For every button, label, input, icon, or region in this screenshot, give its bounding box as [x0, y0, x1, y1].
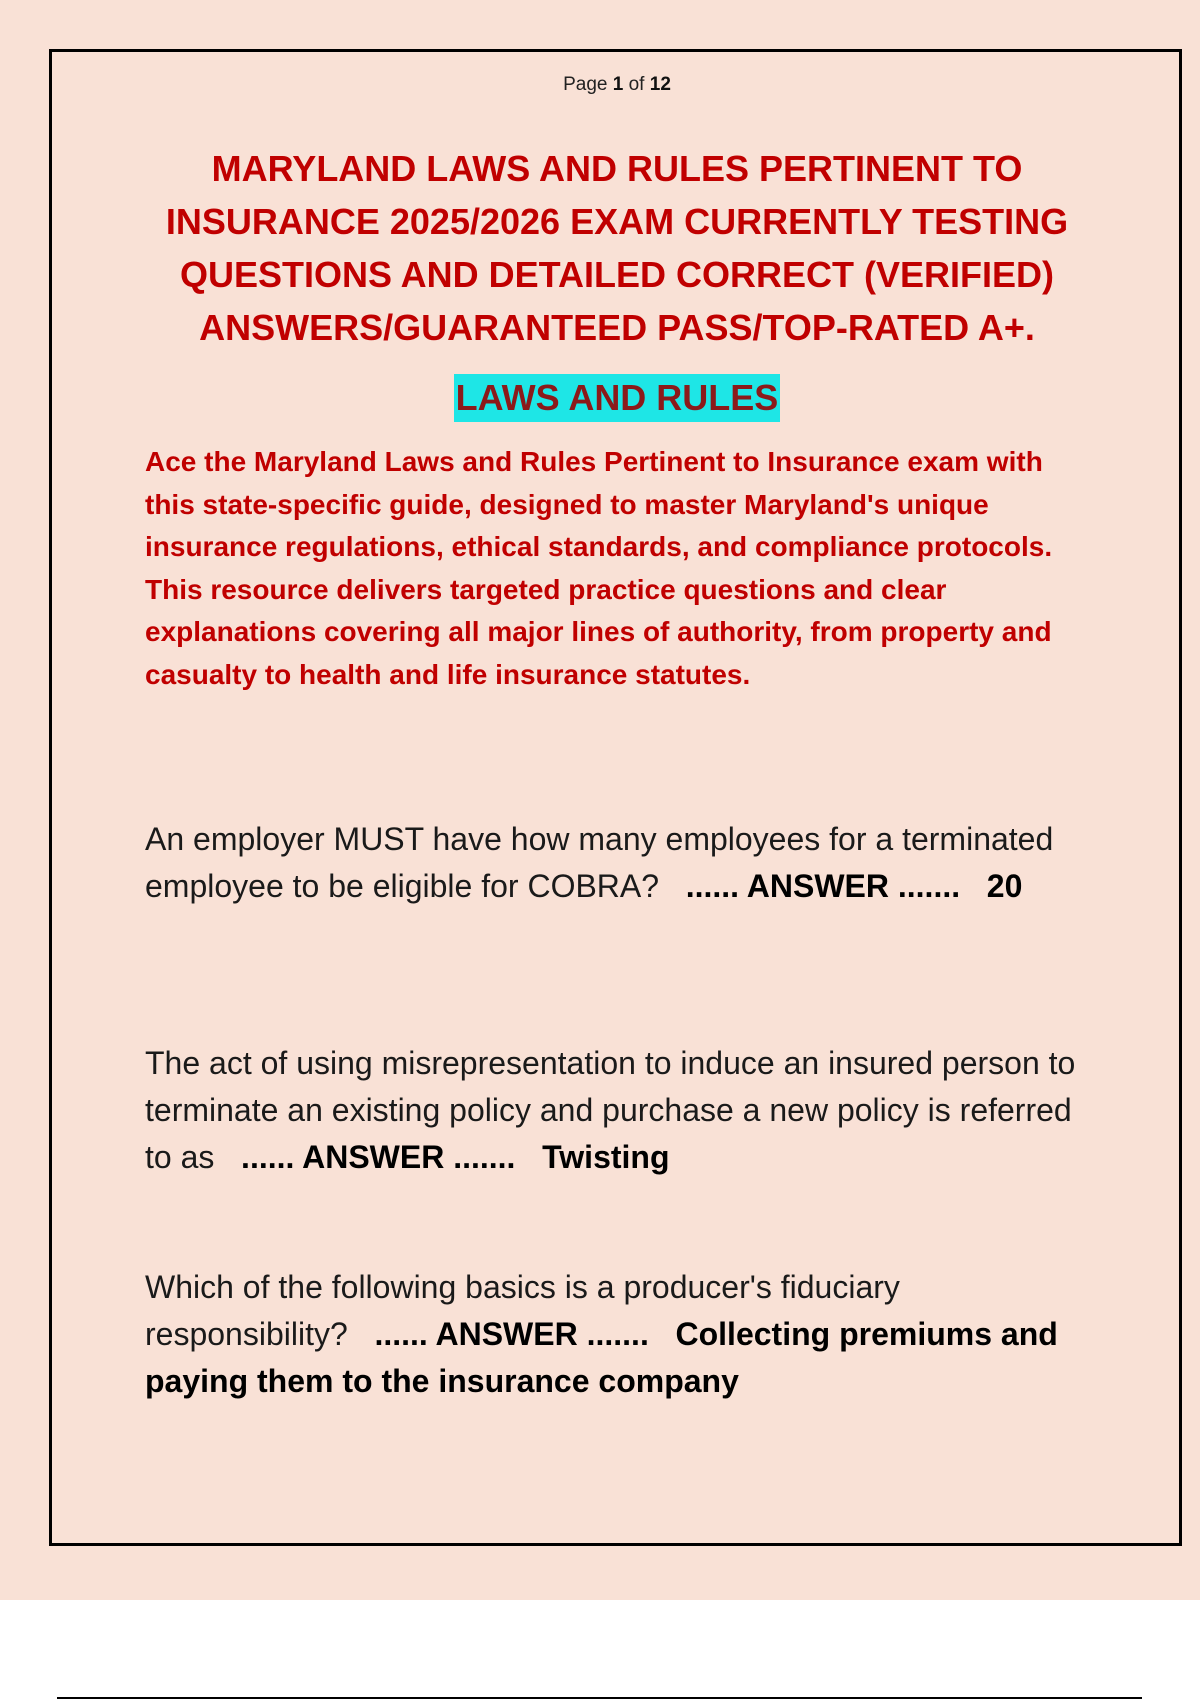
page-number [0, 74, 1200, 96]
question-text: Which of the following basics is a producer's fiduciary responsibility? [145, 1269, 900, 1352]
document-title: MARYLAND LAWS AND RULES PERTINENT TO INSURANCE 2025/2026 EXAM CURRENTLY TESTING QUESTIONS AND DETAILED CORRECT (VERIFIED) ANSWERS/GUARANTEED PASS/TOP-RATED A+. [165, 148, 1069, 348]
answer-separator: ...... ANSWER ....... [685, 868, 961, 904]
question-text: An employer MUST have how many employees for a terminated employee to be eligible for COBRA? [145, 821, 1054, 904]
question-item-3 [145, 1264, 1085, 1405]
footer-divider [57, 1697, 1142, 1699]
answer-text: Twisting [542, 1139, 670, 1175]
intro-paragraph: Ace the Maryland Laws and Rules Pertinent to Insurance exam with this state-specific guide, designed to master Maryland's unique insurance regulations, ethical standards, and compliance protocols. This resource delivers targeted practice questions and clear explanations covering all major lines of authority, from property and casualty to health and life insurance statutes. [145, 446, 1053, 690]
subheading-row [0, 374, 1200, 422]
answer-text: Collecting premiums and paying them to the insurance company [145, 1316, 1058, 1399]
question-item-1 [145, 816, 1085, 910]
answer-separator: ...... ANSWER ....... [241, 1139, 516, 1175]
page-label: Page [563, 74, 608, 95]
page-total: 12 [649, 74, 671, 95]
answer-separator: ...... ANSWER ....... [374, 1316, 649, 1352]
question-item-2 [145, 1040, 1085, 1181]
page-of: of [628, 74, 645, 95]
question-text: The act of using misrepresentation to induce an insured person to terminate an existing policy and purchase a new policy is referred to as [145, 1045, 1076, 1175]
page-current: 1 [612, 74, 624, 95]
subheading-highlight: LAWS AND RULES [454, 374, 781, 422]
answer-text: 20 [986, 868, 1023, 904]
